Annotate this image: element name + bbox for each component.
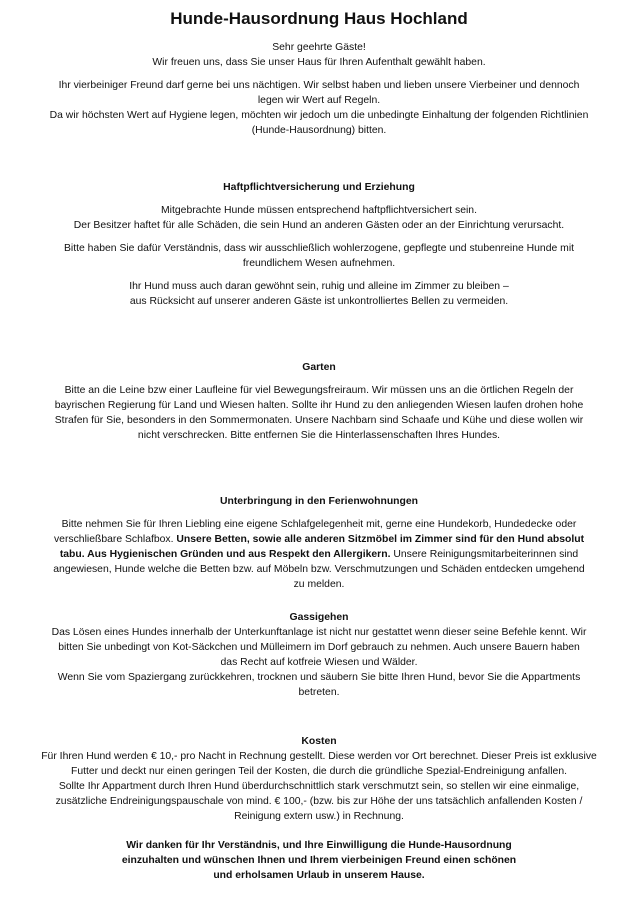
walking-line-1: Das Lösen eines Hundes innerhalb der Unterkunftanlage ist nicht nur gestattet wenn dieser seine Befehle kennt. Wir [51,627,587,638]
liability-line-1: Mitgebrachte Hunde müssen entsprechend haftpflichtversichert sein. [161,205,477,216]
walking-section [0,610,638,700]
intro-paragraph-2-line-2: (Hunde-Hausordnung) bitten. [251,125,387,136]
accommodation-line-1: Bitte nehmen Sie für Ihren Liebling eine eigene Schlafgelegenheit mit, gerne eine Hundekorb, Hundedecke oder [61,519,577,530]
liability-line-3: Bitte haben Sie dafür Verständnis, dass wir ausschließlich wohlerzogene, gepflegte und stubenreine Hunde mit [63,243,575,254]
accommodation-line-3 [0,547,638,562]
garden-heading: Garten [302,362,336,373]
costs-line-2: Futter und deckt nur einen geringen Teil der Kosten, die durch die gründliche Spezial-Endreinigung anfallen. [71,766,567,777]
garden-section [0,360,638,443]
intro-paragraph-2-line-1: Da wir höchsten Wert auf Hygiene legen, möchten wir jedoch um die unbedingte Einhaltung der folgenden Richtlinien [49,110,589,121]
intro-paragraph-1-line-2: legen wir Wert auf Regeln. [257,95,381,106]
accommodation-line-5: zu melden. [293,579,345,590]
costs-line-4: zusätzliche Endreinigungspauschale von mind. € 100,- (bzw. bis zur Höhe der uns tatsächlich anfallenden Kosten / [55,796,583,807]
closing-line-2: einzuhalten und wünschen Ihnen und Ihrem vierbeinigen Freund einen schönen [121,855,517,866]
liability-line-4: freundlichem Wesen aufnehmen. [242,258,396,269]
accommodation-line-4: angewiesen, Hunde welche die Betten bzw. auf Möbeln bzw. Verschmutzungen und Schäden entdecken umgehend [53,564,585,575]
garden-line-2: bayrischen Regierung für Land und Wiesen halten. Sollte ihr Hund zu den anliegenden Wiesen laufen drohen hohe [54,400,584,411]
liability-line-5: Ihr Hund muss auch daran gewöhnt sein, ruhig und alleine im Zimmer zu bleiben – [129,281,509,292]
walking-line-3: das Recht auf kotfreie Wiesen und Wälder. [220,657,418,668]
liability-line-2: Der Besitzer haftet für alle Schäden, die sein Hund an anderen Gästen oder an der Einrichtung verursacht. [73,220,565,231]
accommodation-line-2 [0,532,638,547]
greeting: Sehr geehrte Gäste! [272,42,366,53]
document-title: Hunde-Hausordnung Haus Hochland [170,9,468,28]
walking-line-2: bitten Sie unbedingt von Kot-Säckchen und Mülleimern im Dorf gebrauch zu nehmen. Auch unsere Bauern haben [58,642,580,653]
accommodation-line-2-text: verschließbare Schlafbox. [53,534,177,545]
accommodation-line-3-bold: tabu. Aus Hygienischen Gründen und aus Respekt den Allergikern. [59,549,391,560]
closing-line-1: Wir danken für Ihr Verständnis, und Ihre Einwilligung die Hunde-Hausordnung [126,840,512,851]
costs-line-5: Reinigung extern usw.) in Rechnung. [234,811,404,822]
costs-section [0,734,638,824]
liability-heading: Haftpflichtversicherung und Erziehung [223,182,415,193]
accommodation-line-3-text: Unsere Reinigungsmitarbeiterinnen sind [390,549,579,560]
garden-line-4: nicht verschrecken. Bitte entfernen Sie die Hinterlassenschaften Ihres Hundes. [137,430,501,441]
liability-section [0,180,638,309]
liability-line-6: aus Rücksicht auf unserer anderen Gäste ist unkontrolliertes Bellen zu vermeiden. [129,296,509,307]
costs-line-1: Für Ihren Hund werden € 10,- pro Nacht in Rechnung gestellt. Diese werden vor Ort berechnet. Dieser Preis ist exklusive [41,751,597,762]
costs-line-3: Sollte Ihr Appartment durch Ihren Hund überdurchschnittlich stark verschmutzt sein, so stellen wir eine einmalige, [58,781,580,792]
walking-line-5: betreten. [298,687,340,698]
intro-section [0,40,638,138]
intro-paragraph-1-line-1: Ihr vierbeiniger Freund darf gerne bei uns nächtigen. Wir selbst haben und lieben unsere Vierbeiner und dennoch [58,80,580,91]
costs-heading: Kosten [301,736,337,747]
closing-line-3: und erholsamen Urlaub in unserem Hause. [213,870,425,881]
walking-heading: Gassigehen [289,612,349,623]
accommodation-section [0,494,638,592]
accommodation-line-2-bold: Unsere Betten, sowie alle anderen Sitzmöbel im Zimmer sind für den Hund absolut [176,534,585,545]
walking-line-4: Wenn Sie vom Spaziergang zurückkehren, trocknen und säubern Sie bitte Ihren Hund, bevor Sie die Appartments [57,672,581,683]
garden-line-3: Strafen für Sie, besonders in den Sommermonaten. Unsere Nachbarn sind Schaafe und Kühe und diese wollen wir [54,415,584,426]
accommodation-heading: Unterbringung in den Ferienwohnungen [220,496,418,507]
closing-section [0,838,638,883]
welcome-line: Wir freuen uns, dass Sie unser Haus für Ihren Aufenthalt gewählt haben. [152,57,486,68]
garden-line-1: Bitte an die Leine bzw einer Laufleine für viel Bewegungsfreiraum. Wir müssen uns an die örtlichen Regeln der [64,385,574,396]
